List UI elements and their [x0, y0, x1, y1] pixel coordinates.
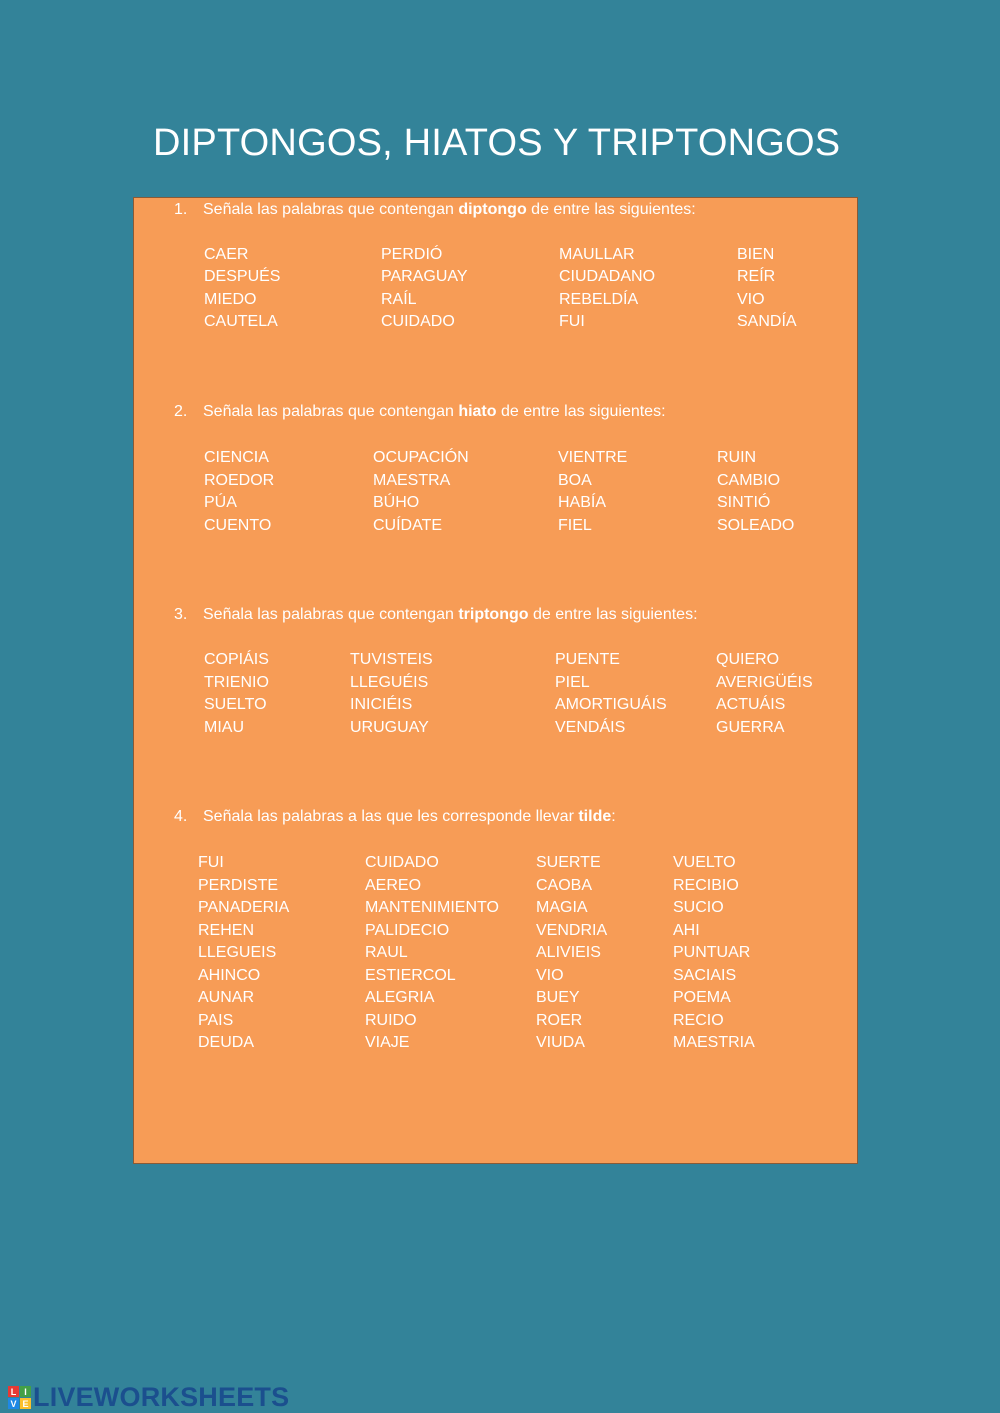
word-option[interactable]: AHINCO [198, 967, 261, 984]
word-option[interactable]: VIAJE [365, 1034, 410, 1051]
word-option[interactable]: CAOBA [536, 877, 593, 894]
word-option[interactable]: SINTIÓ [717, 494, 771, 511]
word-option[interactable]: MANTENIMIENTO [365, 899, 499, 916]
word-option[interactable]: REBELDÍA [559, 291, 639, 308]
word-option[interactable]: POEMA [673, 989, 731, 1006]
word-option[interactable]: CUÍDATE [373, 517, 443, 534]
brand-name: LIVEWORKSHEETS [33, 1382, 290, 1412]
word-option[interactable]: VIO [536, 967, 564, 984]
word-option[interactable]: ROER [536, 1012, 583, 1029]
word-option[interactable]: TRIENIO [204, 674, 269, 691]
liveworksheets-brand[interactable] [8, 1382, 289, 1413]
word-option[interactable]: RUIDO [365, 1012, 417, 1029]
word-option[interactable]: PAIS [198, 1012, 234, 1029]
word-option[interactable]: CUENTO [204, 517, 272, 534]
word-option[interactable]: MAULLAR [559, 246, 635, 263]
word-option[interactable]: AUNAR [198, 989, 255, 1006]
word-option[interactable]: BIEN [737, 246, 775, 263]
logo-letter: E [20, 1398, 31, 1409]
word-option[interactable]: HABÍA [558, 494, 607, 511]
word-option[interactable]: VIENTRE [558, 449, 628, 466]
word-option[interactable]: FIEL [558, 517, 592, 534]
word-option[interactable]: AMORTIGUÁIS [555, 696, 667, 713]
word-option[interactable]: ACTUÁIS [716, 696, 786, 713]
word-option[interactable]: AVERIGÜÉIS [716, 674, 813, 691]
word-option[interactable]: ROEDOR [204, 472, 275, 489]
word-option[interactable]: PIEL [555, 674, 590, 691]
word-option[interactable]: DEUDA [198, 1034, 255, 1051]
question-text-before: Señala las palabras que contengan [203, 403, 459, 420]
word-option[interactable]: AEREO [365, 877, 422, 894]
word-option[interactable]: MAGIA [536, 899, 588, 916]
word-option[interactable]: PUENTE [555, 651, 620, 668]
logo-letter: I [20, 1386, 31, 1397]
word-option[interactable]: INICIÉIS [350, 696, 413, 713]
exercise-box [133, 197, 858, 1164]
word-option[interactable]: CUIDADO [381, 313, 455, 330]
word-option[interactable]: VIUDA [536, 1034, 585, 1051]
word-option[interactable]: PERDIÓ [381, 246, 443, 263]
word-option[interactable]: SUERTE [536, 854, 601, 871]
logo-letter: V [8, 1398, 19, 1409]
word-option[interactable]: RUIN [717, 449, 757, 466]
question-number: 3. [174, 606, 188, 623]
question-keyword: tilde [578, 808, 612, 825]
word-option[interactable]: DESPUÉS [204, 268, 281, 285]
word-option[interactable]: CAUTELA [204, 313, 278, 330]
word-option[interactable]: LLEGUÉIS [350, 674, 429, 691]
word-option[interactable]: VUELTO [673, 854, 736, 871]
word-option[interactable]: BÚHO [373, 494, 420, 511]
word-option[interactable]: VENDÁIS [555, 719, 626, 736]
question-text-after: de entre las siguientes: [528, 606, 698, 623]
word-option[interactable]: COPIÁIS [204, 651, 269, 668]
question-number: 1. [174, 201, 188, 218]
word-option[interactable]: PARAGUAY [381, 268, 468, 285]
question-1 [174, 201, 696, 219]
word-option[interactable]: PALIDECIO [365, 922, 450, 939]
word-option[interactable]: LLEGUEIS [198, 944, 277, 961]
word-option[interactable]: CUIDADO [365, 854, 439, 871]
word-option[interactable]: VIO [737, 291, 765, 308]
logo-letter: L [8, 1386, 19, 1397]
word-option[interactable]: QUIERO [716, 651, 780, 668]
word-option[interactable]: REÍR [737, 268, 776, 285]
word-option[interactable]: PÚA [204, 494, 237, 511]
word-option[interactable]: ESTIERCOL [365, 967, 456, 984]
word-option[interactable]: SACIAIS [673, 967, 737, 984]
word-option[interactable]: RECIO [673, 1012, 724, 1029]
question-number: 2. [174, 403, 188, 420]
page-title: DIPTONGOS, HIATOS Y TRIPTONGOS [153, 122, 841, 164]
word-option[interactable]: PANADERIA [198, 899, 290, 916]
word-option[interactable]: FUI [198, 854, 224, 871]
question-text-before: Señala las palabras que contengan [203, 201, 459, 218]
question-text-after: de entre las siguientes: [496, 403, 666, 420]
question-text-before: Señala las palabras que contengan [203, 606, 459, 623]
word-option[interactable]: BUEY [536, 989, 580, 1006]
word-option[interactable]: CAMBIO [717, 472, 781, 489]
word-option[interactable]: URUGUAY [350, 719, 429, 736]
word-option[interactable]: FUI [559, 313, 585, 330]
word-option[interactable]: CIUDADANO [559, 268, 656, 285]
liveworksheets-logo-icon [8, 1386, 31, 1409]
word-option[interactable]: MIAU [204, 719, 244, 736]
word-option[interactable]: MIEDO [204, 291, 257, 308]
word-option[interactable]: BOA [558, 472, 592, 489]
word-option[interactable]: VENDRIA [536, 922, 608, 939]
question-keyword: triptongo [458, 606, 529, 623]
question-3 [174, 606, 698, 624]
word-option[interactable]: TUVISTEIS [350, 651, 433, 668]
word-option[interactable]: MAESTRA [373, 472, 451, 489]
word-option[interactable]: PUNTUAR [673, 944, 751, 961]
question-text-before: Señala las palabras a las que les corresponde llevar [203, 808, 579, 825]
word-option[interactable]: CAER [204, 246, 249, 263]
word-option[interactable]: RAUL [365, 944, 408, 961]
word-option[interactable]: AHI [673, 922, 700, 939]
word-option[interactable]: RAÍL [381, 291, 417, 308]
word-option[interactable]: SUCIO [673, 899, 724, 916]
word-option[interactable]: OCUPACIÓN [373, 449, 469, 466]
word-option[interactable]: CIENCIA [204, 449, 269, 466]
question-text-after: : [611, 808, 616, 825]
question-keyword: hiato [458, 403, 497, 420]
question-keyword: diptongo [458, 201, 527, 218]
word-option[interactable]: SUELTO [204, 696, 267, 713]
word-option[interactable]: MAESTRIA [673, 1034, 755, 1051]
word-option[interactable]: ALEGRIA [365, 989, 435, 1006]
word-option[interactable]: SANDÍA [737, 313, 797, 330]
word-option[interactable]: SOLEADO [717, 517, 795, 534]
question-2 [174, 403, 666, 421]
word-option[interactable]: REHEN [198, 922, 255, 939]
word-option[interactable]: GUERRA [716, 719, 785, 736]
word-option[interactable]: RECIBIO [673, 877, 739, 894]
word-option[interactable]: PERDISTE [198, 877, 279, 894]
word-option[interactable]: ALIVIEIS [536, 944, 601, 961]
question-4 [174, 808, 616, 826]
question-text-after: de entre las siguientes: [526, 201, 696, 218]
question-number: 4. [174, 808, 188, 825]
